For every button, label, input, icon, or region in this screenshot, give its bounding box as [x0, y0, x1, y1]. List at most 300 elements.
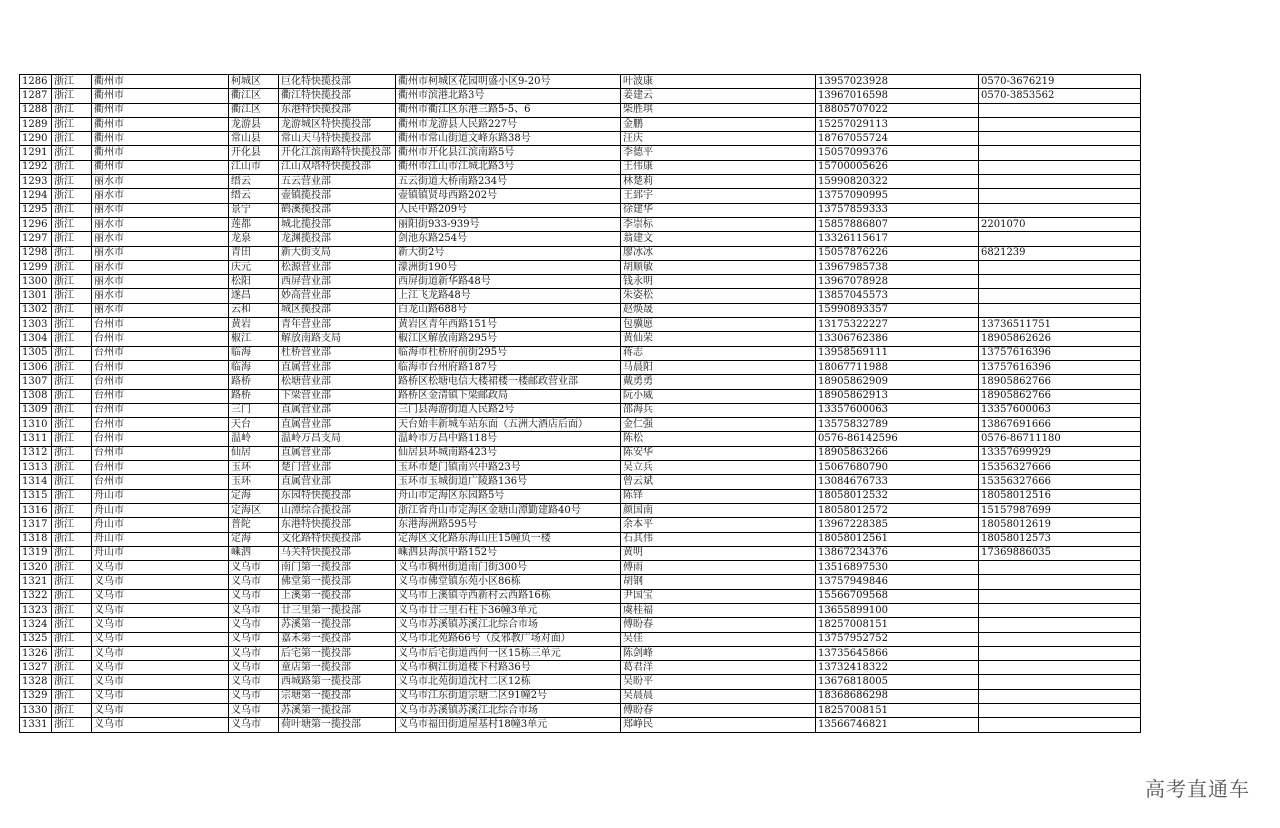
cell-phone-alt: [979, 646, 1141, 660]
cell-contact: 黄明: [621, 546, 816, 560]
cell-city: 舟山市: [92, 518, 229, 532]
cell-city: 义乌市: [92, 632, 229, 646]
table-row: [20, 461, 1141, 475]
cell-row-number: 1321: [20, 575, 52, 589]
cell-contact: 余本平: [621, 518, 816, 532]
cell-district: 天台: [229, 418, 279, 432]
cell-district: 江山市: [229, 160, 279, 174]
cell-address: 玉环市楚门镇南兴中路23号: [396, 461, 621, 475]
cell-district: 椒江: [229, 332, 279, 346]
table-row: [20, 75, 1141, 89]
cell-district: 义乌市: [229, 646, 279, 660]
cell-office: 青年营业部: [279, 318, 396, 332]
table-row: [20, 189, 1141, 203]
cell-contact: 石其伟: [621, 532, 816, 546]
cell-city: 衢州市: [92, 89, 229, 103]
cell-phone-alt: 13736511751: [979, 318, 1141, 332]
cell-phone: 18058012572: [816, 503, 979, 517]
cell-district: 定海: [229, 532, 279, 546]
cell-province: 浙江: [52, 189, 92, 203]
table-row: [20, 432, 1141, 446]
cell-province: 浙江: [52, 646, 92, 660]
cell-office: 佛堂第一揽投部: [279, 575, 396, 589]
cell-province: 浙江: [52, 403, 92, 417]
cell-city: 衢州市: [92, 146, 229, 160]
cell-row-number: 1328: [20, 675, 52, 689]
cell-city: 衢州市: [92, 160, 229, 174]
cell-phone-alt: [979, 260, 1141, 274]
cell-district: 黄岩: [229, 318, 279, 332]
cell-contact: 傅盼春: [621, 618, 816, 632]
cell-address: 衢州市衢江区东港三路5-5、6: [396, 103, 621, 117]
table-row: [20, 103, 1141, 117]
cell-phone: 18805707022: [816, 103, 979, 117]
cell-row-number: 1292: [20, 160, 52, 174]
cell-province: 浙江: [52, 360, 92, 374]
cell-phone: 13867234376: [816, 546, 979, 560]
cell-phone: 18257008151: [816, 704, 979, 718]
cell-office: 上溪第一揽投部: [279, 589, 396, 603]
cell-phone: 15257029113: [816, 117, 979, 131]
cell-address: 三门县海游街道人民路2号: [396, 403, 621, 417]
cell-contact: 李崇标: [621, 217, 816, 231]
cell-district: 开化县: [229, 146, 279, 160]
cell-address: 义乌市稠江街道楼下村路36号: [396, 661, 621, 675]
cell-address: 上江飞龙路48号: [396, 289, 621, 303]
cell-province: 浙江: [52, 203, 92, 217]
cell-address: 衢州市龙游县人民路227号: [396, 117, 621, 131]
cell-phone: 18905862913: [816, 389, 979, 403]
cell-office: 温岭万昌支局: [279, 432, 396, 446]
cell-address: 白龙山路688号: [396, 303, 621, 317]
table-row: [20, 718, 1141, 732]
cell-phone: 18058012532: [816, 489, 979, 503]
cell-contact: 廖冰冰: [621, 246, 816, 260]
cell-row-number: 1295: [20, 203, 52, 217]
cell-phone: 18067711988: [816, 360, 979, 374]
cell-row-number: 1327: [20, 661, 52, 675]
cell-phone-alt: 18905862766: [979, 375, 1141, 389]
table-row: [20, 146, 1141, 160]
cell-address: 义乌市稠州街道南门街300号: [396, 561, 621, 575]
cell-office: 直属营业部: [279, 418, 396, 432]
cell-phone-alt: 17369886035: [979, 546, 1141, 560]
cell-city: 义乌市: [92, 561, 229, 575]
cell-phone: 18257008151: [816, 618, 979, 632]
cell-contact: 陈安华: [621, 446, 816, 460]
cell-phone: 18905862909: [816, 375, 979, 389]
cell-row-number: 1286: [20, 75, 52, 89]
table-row: [20, 518, 1141, 532]
cell-row-number: 1312: [20, 446, 52, 460]
cell-city: 义乌市: [92, 603, 229, 617]
cell-phone: 13958569111: [816, 346, 979, 360]
cell-contact: 邵海兵: [621, 403, 816, 417]
cell-row-number: 1310: [20, 418, 52, 432]
cell-address: 临海市台州府路187号: [396, 360, 621, 374]
cell-district: 临海: [229, 346, 279, 360]
cell-city: 衢州市: [92, 75, 229, 89]
cell-phone-alt: [979, 689, 1141, 703]
table-row: [20, 618, 1141, 632]
cell-row-number: 1297: [20, 232, 52, 246]
cell-phone: 15566709568: [816, 589, 979, 603]
cell-phone-alt: 18058012516: [979, 489, 1141, 503]
cell-district: 仙居: [229, 446, 279, 460]
cell-contact: 陈松: [621, 432, 816, 446]
cell-district: 嵊泗: [229, 546, 279, 560]
cell-row-number: 1319: [20, 546, 52, 560]
cell-address: 衢州市江山市江城北路3号: [396, 160, 621, 174]
cell-district: 莲都: [229, 217, 279, 231]
cell-province: 浙江: [52, 389, 92, 403]
cell-office: 开化江滨南路特快揽投部: [279, 146, 396, 160]
cell-row-number: 1301: [20, 289, 52, 303]
cell-phone: 13357600063: [816, 403, 979, 417]
cell-address: 仙居县环城南路423号: [396, 446, 621, 460]
cell-address: 嵊泗县海滨中路152号: [396, 546, 621, 560]
cell-phone: 0576-86142596: [816, 432, 979, 446]
cell-phone-alt: 2201070: [979, 217, 1141, 231]
cell-row-number: 1314: [20, 475, 52, 489]
cell-city: 舟山市: [92, 546, 229, 560]
cell-province: 浙江: [52, 117, 92, 131]
cell-contact: 胡顺敏: [621, 260, 816, 274]
cell-phone: 15700005626: [816, 160, 979, 174]
cell-contact: 郑峥民: [621, 718, 816, 732]
cell-province: 浙江: [52, 318, 92, 332]
cell-district: 义乌市: [229, 661, 279, 675]
cell-district: 龙泉: [229, 232, 279, 246]
cell-address: 壶镇镇贤母西路202号: [396, 189, 621, 203]
cell-row-number: 1323: [20, 603, 52, 617]
cell-address: 舟山市定海区东园路5号: [396, 489, 621, 503]
table-row: [20, 117, 1141, 131]
cell-phone-alt: 0570-3676219: [979, 75, 1141, 89]
cell-address: 濛洲街190号: [396, 260, 621, 274]
cell-province: 浙江: [52, 260, 92, 274]
cell-office: 马关特快揽投部: [279, 546, 396, 560]
cell-city: 义乌市: [92, 704, 229, 718]
cell-contact: 金鹏: [621, 117, 816, 131]
cell-district: 常山县: [229, 132, 279, 146]
cell-district: 义乌市: [229, 618, 279, 632]
cell-province: 浙江: [52, 89, 92, 103]
cell-province: 浙江: [52, 461, 92, 475]
cell-phone: 13326115617: [816, 232, 979, 246]
cell-phone: 13757949846: [816, 575, 979, 589]
cell-district: 义乌市: [229, 632, 279, 646]
cell-contact: 姜建云: [621, 89, 816, 103]
cell-province: 浙江: [52, 75, 92, 89]
cell-office: 宗塘第一揽投部: [279, 689, 396, 703]
cell-address: 义乌市苏溪镇苏溪江北综合市场: [396, 704, 621, 718]
cell-phone-alt: 13357699929: [979, 446, 1141, 460]
cell-province: 浙江: [52, 704, 92, 718]
cell-city: 台州市: [92, 446, 229, 460]
cell-row-number: 1330: [20, 704, 52, 718]
table-row: [20, 532, 1141, 546]
table-row: [20, 675, 1141, 689]
table-row: [20, 260, 1141, 274]
table-row: [20, 389, 1141, 403]
cell-phone: 13967016598: [816, 89, 979, 103]
cell-phone-alt: [979, 103, 1141, 117]
cell-contact: 汪庆: [621, 132, 816, 146]
cell-province: 浙江: [52, 489, 92, 503]
cell-phone-alt: [979, 232, 1141, 246]
cell-phone-alt: [979, 618, 1141, 632]
cell-city: 舟山市: [92, 503, 229, 517]
cell-district: 庆元: [229, 260, 279, 274]
table-row: [20, 418, 1141, 432]
cell-office: 妙高营业部: [279, 289, 396, 303]
cell-province: 浙江: [52, 346, 92, 360]
cell-contact: 叶波康: [621, 75, 816, 89]
cell-phone: 15857886807: [816, 217, 979, 231]
cell-city: 台州市: [92, 389, 229, 403]
cell-district: 玉环: [229, 461, 279, 475]
cell-district: 松阳: [229, 275, 279, 289]
cell-city: 义乌市: [92, 718, 229, 732]
cell-office: 童店第一揽投部: [279, 661, 396, 675]
cell-city: 台州市: [92, 461, 229, 475]
watermark: 高考直通车: [1145, 777, 1250, 801]
table-row: [20, 160, 1141, 174]
cell-province: 浙江: [52, 303, 92, 317]
table-row: [20, 360, 1141, 374]
cell-phone-alt: [979, 189, 1141, 203]
cell-city: 丽水市: [92, 275, 229, 289]
cell-office: 衢江特快揽投部: [279, 89, 396, 103]
cell-phone: 13306762386: [816, 332, 979, 346]
cell-district: 玉环: [229, 475, 279, 489]
data-table: [19, 74, 1141, 733]
cell-address: 路桥区松塘电信大楼裙楼一楼邮政营业部: [396, 375, 621, 389]
cell-district: 义乌市: [229, 704, 279, 718]
cell-city: 舟山市: [92, 532, 229, 546]
cell-district: 临海: [229, 360, 279, 374]
cell-phone-alt: 15356327666: [979, 461, 1141, 475]
cell-address: 西屏街道新华路48号: [396, 275, 621, 289]
cell-province: 浙江: [52, 532, 92, 546]
cell-contact: 陈剑峰: [621, 646, 816, 660]
cell-row-number: 1307: [20, 375, 52, 389]
cell-address: 椒江区解放南路295号: [396, 332, 621, 346]
cell-address: 义乌市上溪镇寺西新村云西路16栋: [396, 589, 621, 603]
cell-contact: 吴立兵: [621, 461, 816, 475]
cell-district: 龙游县: [229, 117, 279, 131]
cell-office: 西城路第一揽投部: [279, 675, 396, 689]
cell-contact: 阮小威: [621, 389, 816, 403]
cell-phone-alt: 0576-86711180: [979, 432, 1141, 446]
cell-office: 松源营业部: [279, 260, 396, 274]
cell-phone: 13175322227: [816, 318, 979, 332]
cell-row-number: 1309: [20, 403, 52, 417]
cell-phone: 13566746821: [816, 718, 979, 732]
cell-office: 苏溪第一揽投部: [279, 618, 396, 632]
cell-row-number: 1304: [20, 332, 52, 346]
cell-contact: 吴佳: [621, 632, 816, 646]
cell-province: 浙江: [52, 561, 92, 575]
cell-row-number: 1308: [20, 389, 52, 403]
cell-office: 东港特快揽投部: [279, 518, 396, 532]
cell-phone-alt: [979, 203, 1141, 217]
cell-city: 衢州市: [92, 117, 229, 131]
cell-contact: 李德平: [621, 146, 816, 160]
cell-province: 浙江: [52, 332, 92, 346]
table-row: [20, 661, 1141, 675]
cell-office: 江山双塔特快揽投部: [279, 160, 396, 174]
cell-province: 浙江: [52, 446, 92, 460]
cell-office: 直属营业部: [279, 360, 396, 374]
cell-office: 解放南路支局: [279, 332, 396, 346]
cell-phone-alt: 18058012573: [979, 532, 1141, 546]
cell-office: 嘉禾第一揽投部: [279, 632, 396, 646]
table-row: [20, 575, 1141, 589]
cell-address: 人民中路209号: [396, 203, 621, 217]
cell-contact: 柴胜琪: [621, 103, 816, 117]
cell-phone: 13967228385: [816, 518, 979, 532]
cell-contact: 林楚莉: [621, 175, 816, 189]
cell-office: 龙渊揽投部: [279, 232, 396, 246]
table-row: [20, 561, 1141, 575]
cell-row-number: 1302: [20, 303, 52, 317]
cell-office: 城北揽投部: [279, 217, 396, 231]
cell-phone-alt: [979, 289, 1141, 303]
cell-row-number: 1287: [20, 89, 52, 103]
table-row: [20, 632, 1141, 646]
cell-phone: 18767055724: [816, 132, 979, 146]
cell-district: 遂昌: [229, 289, 279, 303]
cell-phone-alt: 13357600063: [979, 403, 1141, 417]
cell-district: 缙云: [229, 189, 279, 203]
cell-province: 浙江: [52, 632, 92, 646]
cell-row-number: 1313: [20, 461, 52, 475]
cell-office: 杜桥营业部: [279, 346, 396, 360]
cell-address: 浙江省舟山市定海区金塘山潭勤建路40号: [396, 503, 621, 517]
cell-contact: 黄仙荣: [621, 332, 816, 346]
cell-address: 五云街道大桥南路234号: [396, 175, 621, 189]
cell-phone: 13757952752: [816, 632, 979, 646]
cell-office: 下梁营业部: [279, 389, 396, 403]
cell-office: 苏溪第一揽投部: [279, 704, 396, 718]
cell-province: 浙江: [52, 175, 92, 189]
cell-province: 浙江: [52, 232, 92, 246]
cell-address: 路桥区金清镇下梁邮政局: [396, 389, 621, 403]
table-row: [20, 303, 1141, 317]
cell-contact: 戴勇勇: [621, 375, 816, 389]
cell-city: 丽水市: [92, 303, 229, 317]
cell-province: 浙江: [52, 689, 92, 703]
cell-contact: 颜国南: [621, 503, 816, 517]
cell-address: 义乌市北苑街道沈村二区12栋: [396, 675, 621, 689]
cell-province: 浙江: [52, 146, 92, 160]
cell-phone-alt: 0570-3853562: [979, 89, 1141, 103]
cell-phone-alt: [979, 146, 1141, 160]
cell-contact: 赵焕晟: [621, 303, 816, 317]
cell-district: 义乌市: [229, 589, 279, 603]
cell-province: 浙江: [52, 589, 92, 603]
cell-office: 常山天马特快揽投部: [279, 132, 396, 146]
cell-phone-alt: [979, 117, 1141, 131]
cell-city: 丽水市: [92, 175, 229, 189]
cell-contact: 金仁强: [621, 418, 816, 432]
cell-district: 义乌市: [229, 575, 279, 589]
cell-city: 丽水市: [92, 217, 229, 231]
cell-row-number: 1298: [20, 246, 52, 260]
cell-phone: 18058012561: [816, 532, 979, 546]
cell-office: 五云营业部: [279, 175, 396, 189]
cell-city: 舟山市: [92, 489, 229, 503]
cell-office: 壶镇揽投部: [279, 189, 396, 203]
cell-district: 义乌市: [229, 561, 279, 575]
cell-row-number: 1306: [20, 360, 52, 374]
cell-office: 直属营业部: [279, 446, 396, 460]
cell-province: 浙江: [52, 289, 92, 303]
table-row: [20, 132, 1141, 146]
cell-district: 义乌市: [229, 689, 279, 703]
table-body: [20, 75, 1141, 733]
cell-city: 衢州市: [92, 132, 229, 146]
cell-district: 温岭: [229, 432, 279, 446]
cell-phone-alt: [979, 603, 1141, 617]
cell-contact: 胡钢: [621, 575, 816, 589]
cell-address: 义乌市廿三里石柱下36幢3单元: [396, 603, 621, 617]
table-row: [20, 646, 1141, 660]
cell-city: 台州市: [92, 332, 229, 346]
table-row: [20, 175, 1141, 189]
table-row: [20, 203, 1141, 217]
table-row: [20, 403, 1141, 417]
cell-phone-alt: [979, 632, 1141, 646]
cell-province: 浙江: [52, 132, 92, 146]
cell-phone-alt: [979, 561, 1141, 575]
cell-row-number: 1318: [20, 532, 52, 546]
table-row: [20, 689, 1141, 703]
cell-city: 台州市: [92, 375, 229, 389]
cell-city: 义乌市: [92, 575, 229, 589]
cell-contact: 吴盼平: [621, 675, 816, 689]
cell-contact: 包骥愿: [621, 318, 816, 332]
cell-district: 路桥: [229, 375, 279, 389]
cell-phone-alt: [979, 575, 1141, 589]
table-row: [20, 489, 1141, 503]
cell-contact: 曾云斌: [621, 475, 816, 489]
cell-row-number: 1289: [20, 117, 52, 131]
table-row: [20, 217, 1141, 231]
cell-address: 剑池东路254号: [396, 232, 621, 246]
cell-contact: 虞桂福: [621, 603, 816, 617]
cell-office: 巨化特快揽投部: [279, 75, 396, 89]
cell-phone-alt: 15157987699: [979, 503, 1141, 517]
cell-city: 义乌市: [92, 646, 229, 660]
cell-phone: 13655899100: [816, 603, 979, 617]
cell-province: 浙江: [52, 246, 92, 260]
cell-phone-alt: [979, 175, 1141, 189]
cell-office: 直属营业部: [279, 403, 396, 417]
cell-contact: 蒋志: [621, 346, 816, 360]
cell-district: 云和: [229, 303, 279, 317]
cell-row-number: 1288: [20, 103, 52, 117]
cell-office: 廿三里第一揽投部: [279, 603, 396, 617]
cell-province: 浙江: [52, 418, 92, 432]
table-row: [20, 589, 1141, 603]
cell-phone-alt: [979, 132, 1141, 146]
cell-district: 青田: [229, 246, 279, 260]
cell-address: 临海市杜桥府前街295号: [396, 346, 621, 360]
cell-row-number: 1293: [20, 175, 52, 189]
